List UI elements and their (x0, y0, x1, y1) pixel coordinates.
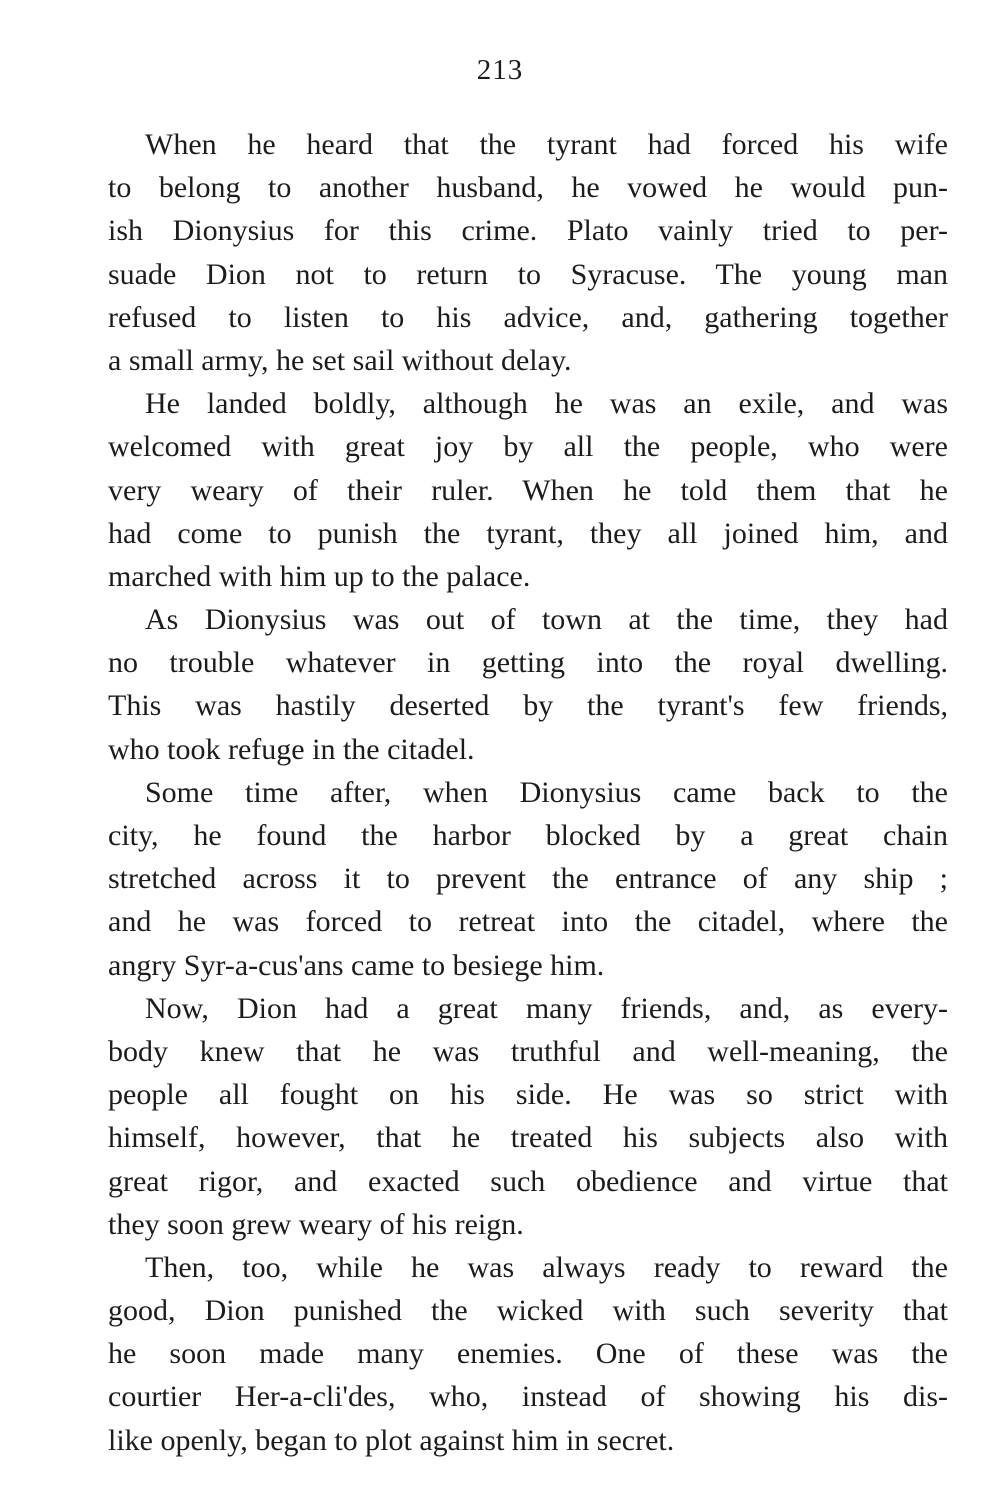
paragraph-1 (108, 123, 948, 382)
text-line: very weary of their ruler. When he told them that he (108, 473, 948, 507)
body-text (108, 123, 948, 1462)
page-number: 213 (476, 54, 524, 86)
text-line: courtier Her-a-cli'des, who, instead of showing his dis- (108, 1380, 948, 1414)
paragraph-3 (108, 598, 948, 771)
text-line: who took refuge in the citadel. (108, 732, 475, 766)
paragraph-5 (108, 987, 948, 1246)
text-line: city, he found the harbor blocked by a great chain (108, 819, 948, 852)
text-line: to belong to another husband, he vowed he would pun- (108, 171, 948, 205)
text-line: they soon grew weary of his reign. (108, 1207, 524, 1241)
text-line: no trouble whatever in getting into the royal dwelling. (108, 646, 948, 680)
text-line: suade Dion not to return to Syracuse. The young man (108, 257, 948, 291)
text-line: He landed boldly, although he was an exile, and was (145, 387, 948, 421)
paragraph-4 (108, 771, 948, 987)
paragraph-6 (108, 1246, 948, 1462)
text-line: people all fought on his side. He was so strict with (108, 1078, 948, 1112)
text-line: ish Dionysius for this crime. Plato vainly tried to per- (108, 214, 948, 248)
text-line: Some time after, when Dionysius came back to the (145, 775, 948, 809)
text-line: great rigor, and exacted such obedience and virtue that (108, 1164, 948, 1198)
text-line: a small army, he set sail without delay. (108, 343, 572, 377)
text-line: As Dionysius was out of town at the time, they had (145, 603, 948, 637)
text-line: angry Syr-a-cus'ans came to besiege him. (108, 948, 605, 982)
text-line: himself, however, that he treated his subjects also with (108, 1121, 948, 1155)
text-line: like openly, began to plot against him in secret. (108, 1423, 675, 1457)
text-line: he soon made many enemies. One of these was the (108, 1337, 948, 1371)
text-line: good, Dion punished the wicked with such severity that (108, 1294, 948, 1328)
text-line: stretched across it to prevent the entrance of any ship ; (108, 862, 948, 896)
text-line: body knew that he was truthful and well-meaning, the (108, 1034, 948, 1068)
text-line: When he heard that the tyrant had forced his wife (145, 128, 948, 161)
text-line: marched with him up to the palace. (108, 559, 531, 593)
text-line: refused to listen to his advice, and, gathering together (108, 300, 948, 334)
text-line: had come to punish the tyrant, they all joined him, and (108, 516, 948, 550)
text-line: Then, too, while he was always ready to reward the (145, 1250, 948, 1284)
text-line: and he was forced to retreat into the citadel, where the (108, 905, 948, 939)
text-line: welcomed with great joy by all the people, who were (108, 430, 948, 464)
text-line: Now, Dion had a great many friends, and, as every- (145, 991, 948, 1025)
paragraph-2 (108, 382, 948, 598)
text-line: This was hastily deserted by the tyrant's few friends, (108, 689, 948, 723)
